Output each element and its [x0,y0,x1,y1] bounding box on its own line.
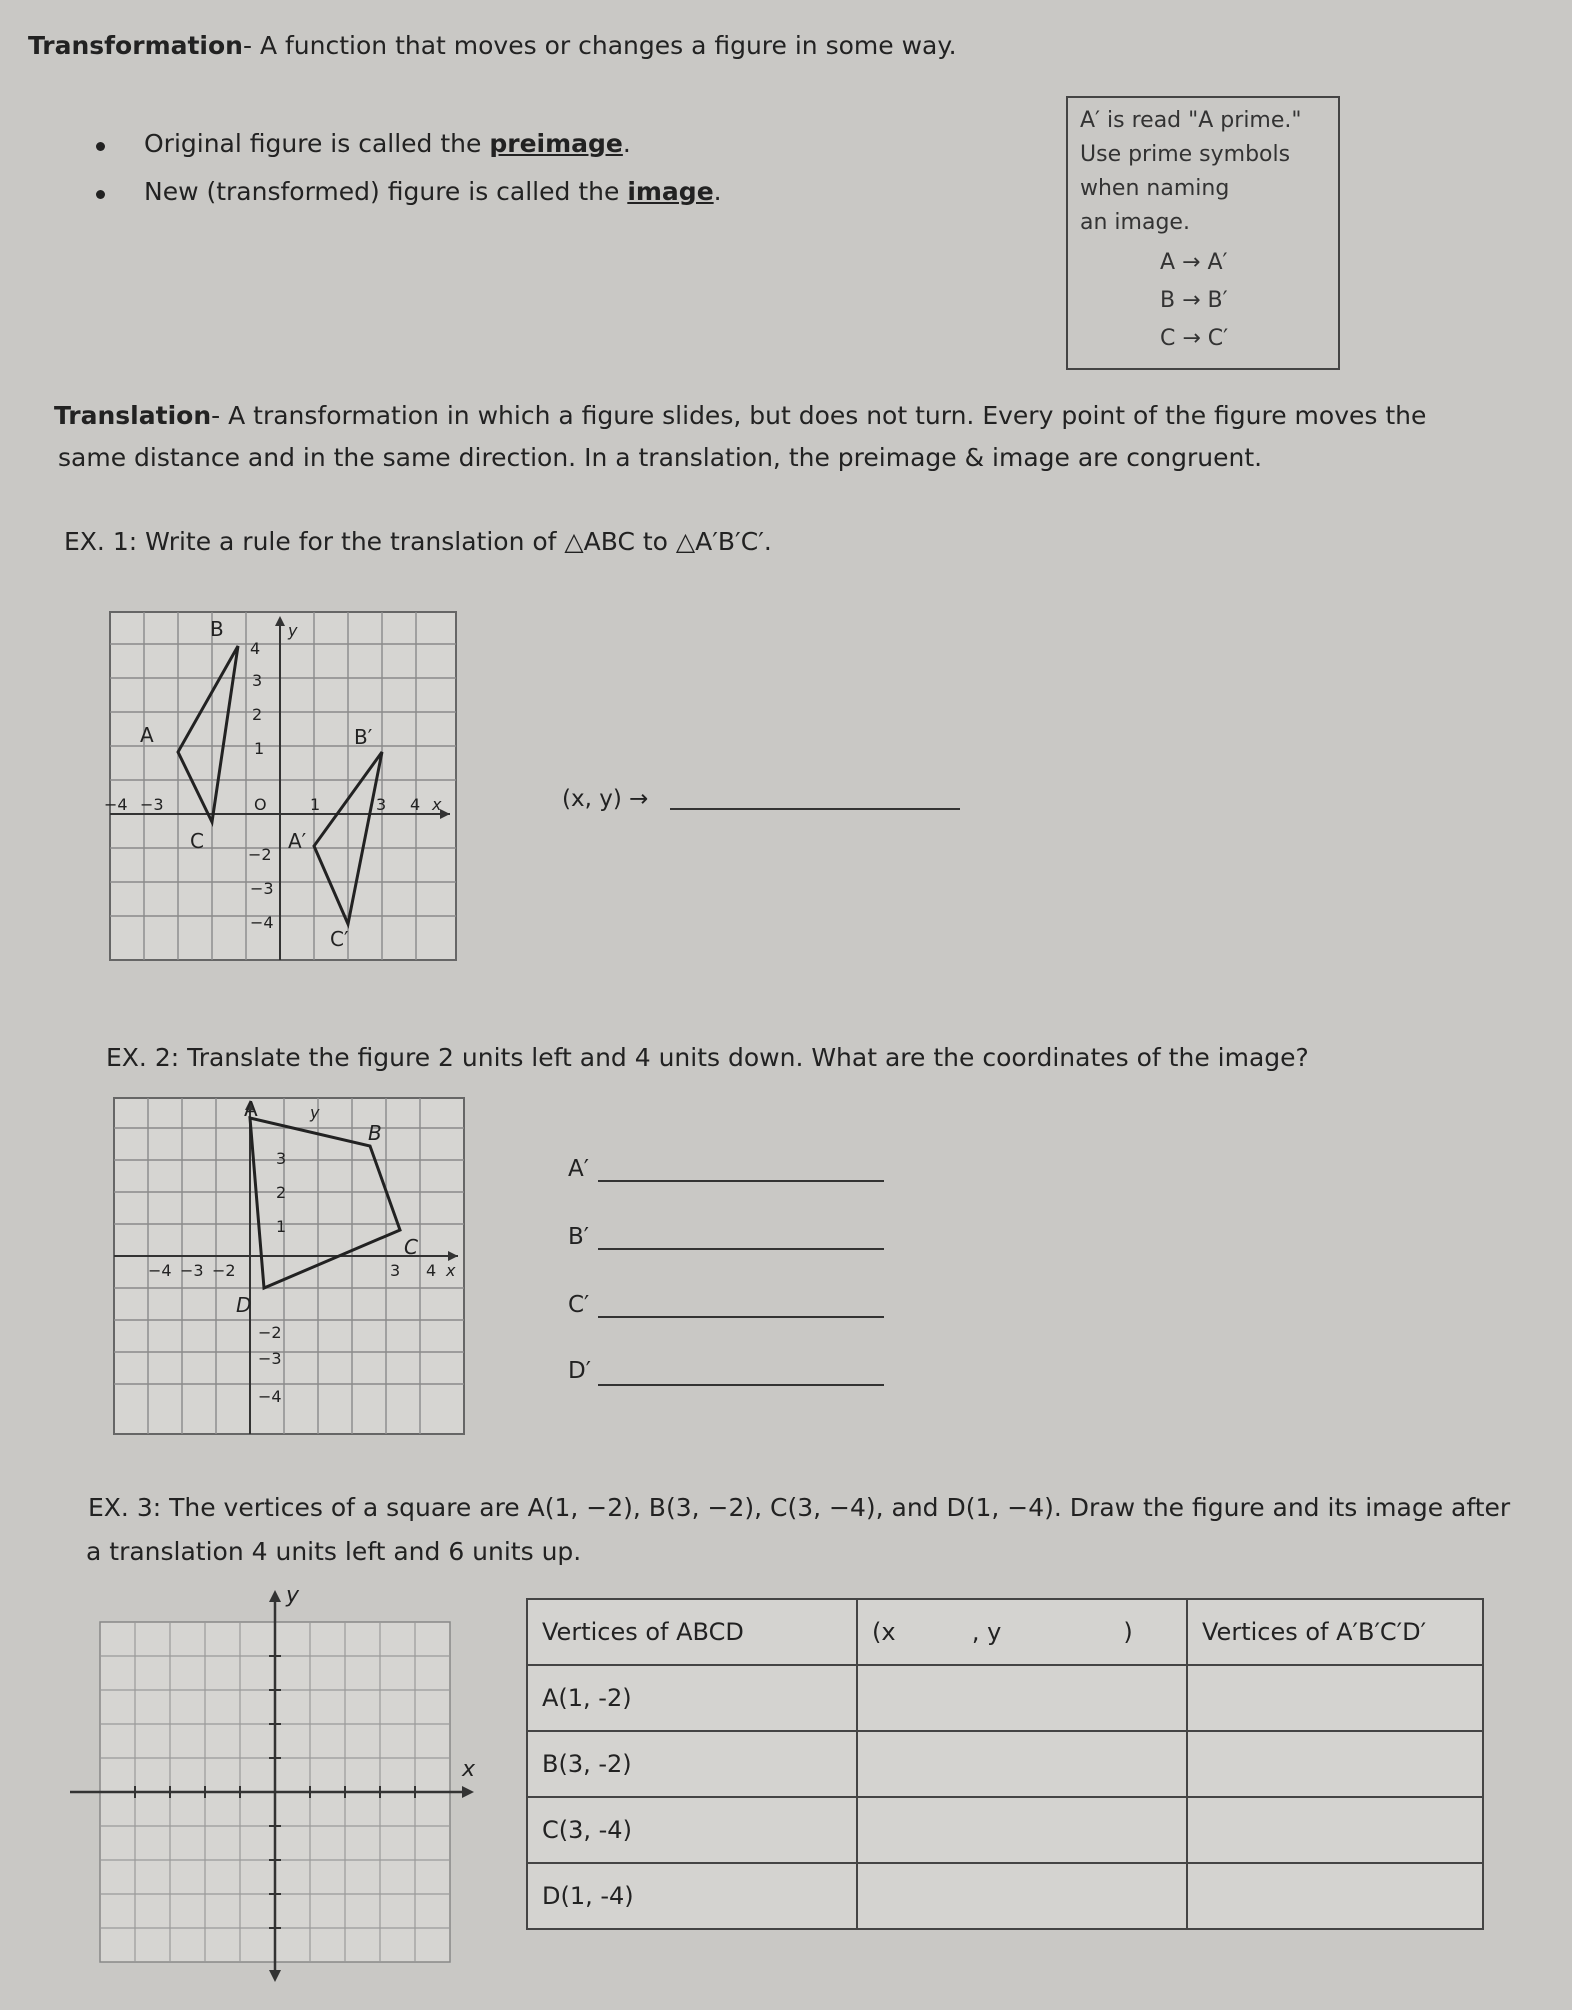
ex2-answer-line-a[interactable] [598,1180,884,1182]
preimage-term: preimage [489,129,623,158]
translation-def-line-1 [54,402,1426,431]
ex1-ytick: −3 [250,879,274,898]
bullet-image-period: . [713,177,722,206]
ex2-ytick: 1 [276,1217,287,1236]
ex2-answer-line-d[interactable] [598,1384,884,1386]
table-row [527,1797,1483,1863]
ex3-y-axis-label: y [286,1583,300,1608]
bullet-preimage-text: Original figure is called the [144,129,490,158]
ex2-xtick: 4 [426,1261,437,1280]
ex2-xtick: −2 [212,1261,236,1280]
ex1-x-axis-label: x [432,795,442,814]
ex2-y-axis-label: y [310,1103,320,1122]
ex1-graph [104,612,456,960]
ex2-answer-label-b: B′ [568,1224,590,1250]
ex2-xtick: −3 [180,1261,204,1280]
ex1-prompt: EX. 1: Write a rule for the translation of △ABC to △A′B′C′. [64,527,772,556]
ex1-ytick: −2 [248,845,272,864]
table-cell-image-vertex[interactable] [1187,1731,1483,1797]
ex2-xtick: 3 [390,1261,401,1280]
ex2-label-a: A [244,1097,258,1121]
ex1-xtick: −4 [104,795,128,814]
transformation-def-text: - A function that moves or changes a figure in some way. [242,31,957,60]
ex3-vertices-table [526,1598,1484,1930]
ex2-label-c: C [404,1235,418,1259]
ex3-y-arrow-down-icon [269,1970,281,1982]
note-map-c: C → C′ [1160,326,1229,351]
ex2-prompt: EX. 2: Translate the figure 2 units left and 4 units down. What are the coordinates of the image? [106,1043,1309,1072]
table-row [527,1665,1483,1731]
ex2-answer-line-c[interactable] [598,1316,884,1318]
ex2-xtick: −4 [148,1261,172,1280]
image-term: image [627,177,714,206]
ex2-label-b: B [368,1121,382,1145]
table-cell-rule[interactable] [857,1665,1187,1731]
ex1-ytick: 3 [252,671,263,690]
transformation-definition [28,32,957,61]
translation-def-line-2: same distance and in the same direction. In a translation, the preimage & image are congruent. [58,443,1263,472]
note-map-a: A → A′ [1160,250,1228,275]
ex2-answer-label-c: C′ [568,1292,590,1318]
ex1-label-a: A [140,723,154,747]
bullet-preimage-period: . [622,129,631,158]
ex1-label-a-prime: A′ [288,829,307,853]
table-cell-vertex: C(3, -4) [527,1797,857,1863]
translation-term: Translation [54,401,212,430]
ex1-rule-answer-line[interactable] [670,808,960,810]
ex1-xtick: 3 [376,795,387,814]
table-cell-rule[interactable] [857,1797,1187,1863]
ex1-ytick: 1 [254,739,265,758]
note-line-4: an image. [1080,210,1190,235]
table-cell-vertex: A(1, -2) [527,1665,857,1731]
ex1-label-c-prime: C′ [330,927,349,951]
ex3-prompt-line-1: EX. 3: The vertices of a square are A(1, −2), B(3, −2), C(3, −4), and D(1, −4). Draw the figure and its image after [88,1493,1511,1522]
ex2-answer-label-d: D′ [568,1358,591,1384]
table-row [527,1731,1483,1797]
note-line-3: when naming [1080,176,1230,201]
table-header-cell: Vertices of ABCD [527,1599,857,1665]
note-map-b: B → B′ [1160,288,1228,313]
bullet-image-text: New (transformed) figure is called the [144,177,628,206]
ex1-label-b: B [210,617,224,641]
table-header-cell: Vertices of A′B′C′D′ [1187,1599,1483,1665]
ex2-ytick: 3 [276,1149,287,1168]
table-cell-rule[interactable] [857,1731,1187,1797]
ex1-y-axis-label: y [288,621,298,640]
ex1-xtick: −3 [140,795,164,814]
ex2-ytick: −4 [258,1387,282,1406]
ex1-origin-label: O [254,795,267,814]
ex3-graph[interactable] [70,1582,490,1982]
ex1-grid-frame [110,612,456,960]
ex1-ytick: −4 [250,913,274,932]
ex1-ytick: 4 [250,639,261,658]
bullet-preimage [144,130,631,159]
transformation-term: Transformation [28,31,243,60]
table-cell-vertex: D(1, -4) [527,1863,857,1929]
ex1-xtick: 4 [410,795,421,814]
ex2-ytick: −3 [258,1349,282,1368]
ex3-prompt-line-2: a translation 4 units left and 6 units up. [86,1537,582,1566]
table-cell-rule[interactable] [857,1863,1187,1929]
note-line-2: Use prime symbols [1080,142,1291,167]
table-cell-image-vertex[interactable] [1187,1797,1483,1863]
table-header-cell: (x , y ) [857,1599,1187,1665]
ex3-x-axis-label: x [462,1757,476,1782]
ex1-ytick: 2 [252,705,263,724]
table-cell-image-vertex[interactable] [1187,1863,1483,1929]
ex2-answer-label-a: A′ [568,1156,589,1182]
ex1-xtick: 1 [310,795,321,814]
ex3-x-arrow-icon [462,1786,474,1798]
bullet-image [144,178,722,207]
bullet-icon [96,190,105,199]
ex3-y-arrow-icon [269,1590,281,1602]
prime-note-box [1066,96,1340,370]
table-header-row [527,1599,1483,1665]
ex2-answer-line-b[interactable] [598,1248,884,1250]
ex1-label-c: C [190,829,204,853]
table-cell-vertex: B(3, -2) [527,1731,857,1797]
ex2-ytick: 2 [276,1183,287,1202]
translation-def-text: - A transformation in which a figure slides, but does not turn. Every point of the figure moves the [211,401,1427,430]
ex1-label-b-prime: B′ [354,725,373,749]
table-cell-image-vertex[interactable] [1187,1665,1483,1731]
table-row [527,1863,1483,1929]
bullet-icon [96,142,105,151]
ex2-ytick: −2 [258,1323,282,1342]
ex2-x-axis-label: x [446,1261,456,1280]
ex2-graph [114,1098,464,1434]
ex2-label-d: D [236,1293,252,1317]
ex1-rule-prefix: (x, y) → [562,786,649,812]
note-line-1: A′ is read "A prime." [1080,108,1302,133]
